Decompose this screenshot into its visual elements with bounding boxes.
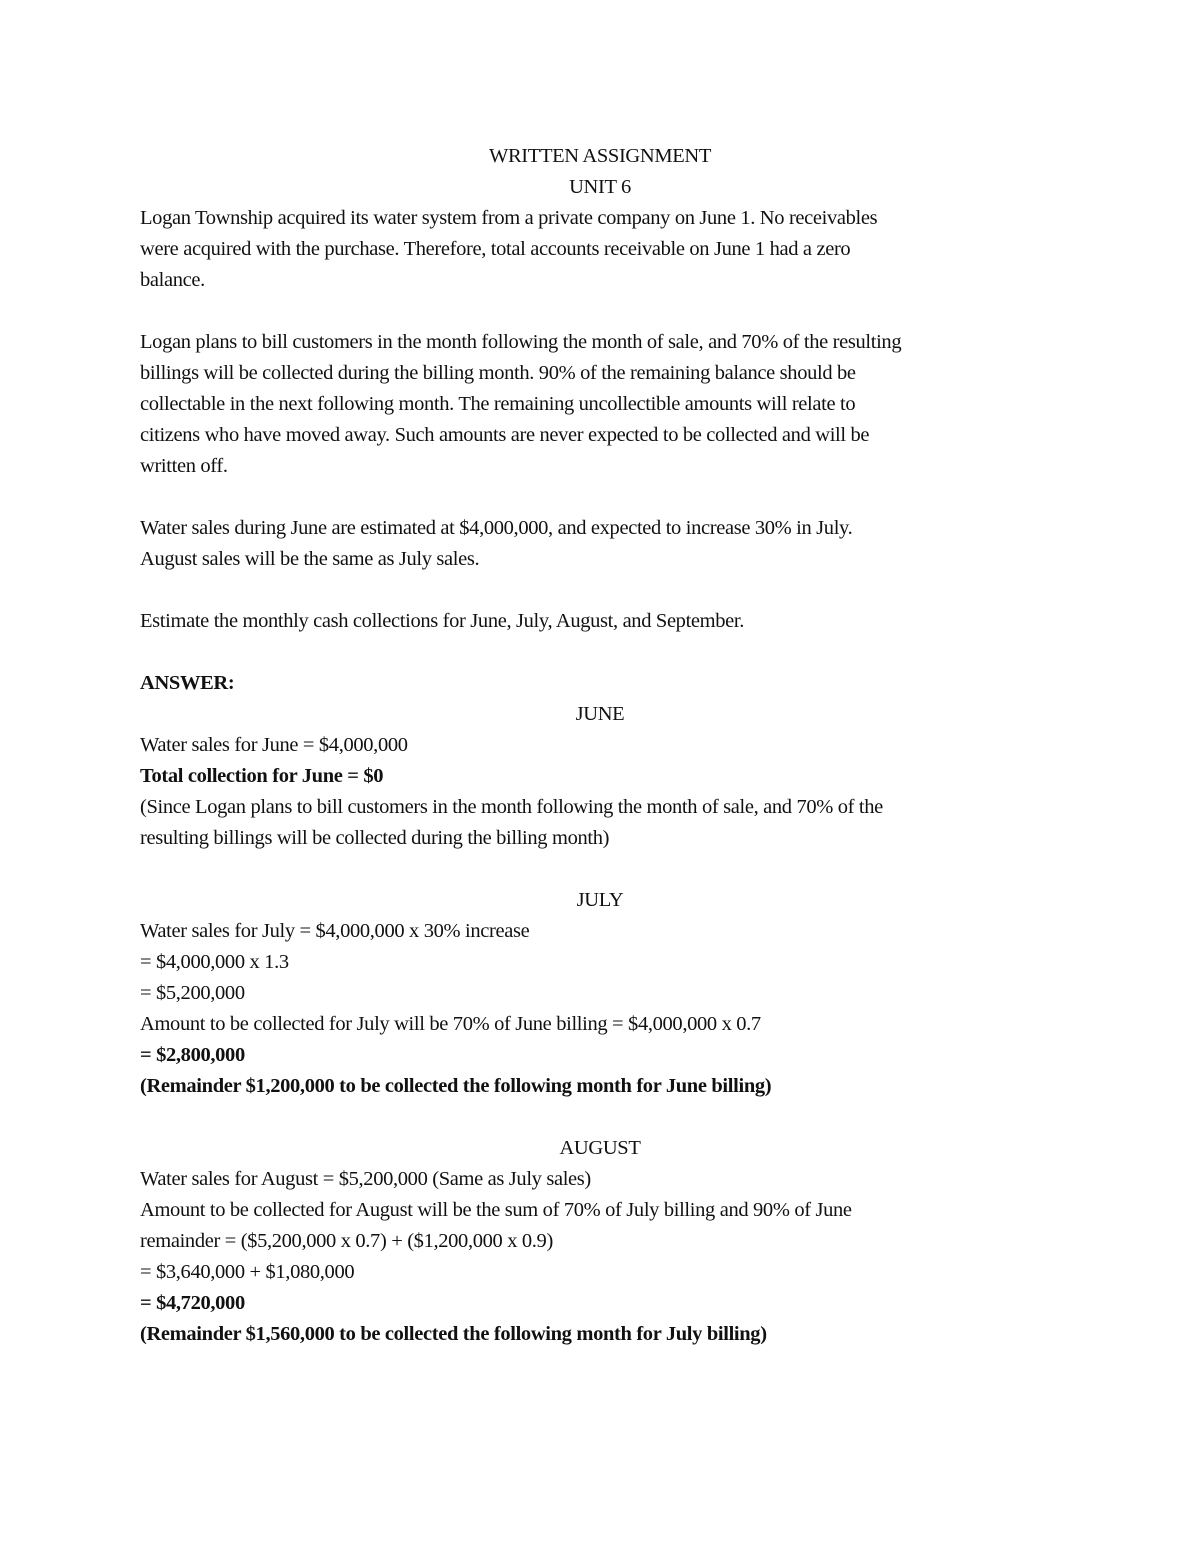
document-title: WRITTEN ASSIGNMENT	[488, 145, 712, 167]
paragraph-line: Estimate the monthly cash collections for June, July, August, and September.	[140, 610, 745, 632]
answer-section-june	[140, 699, 1060, 854]
answer-line: Water sales for July = $4,000,000 x 30% increase	[140, 920, 530, 942]
answer-line: = $3,640,000 + $1,080,000	[140, 1261, 355, 1283]
paragraph-line: were acquired with the purchase. Therefore, total accounts receivable on June 1 had a zero	[140, 238, 851, 260]
answer-line-remainder: (Remainder $1,560,000 to be collected the following month for July billing)	[140, 1323, 767, 1345]
question-paragraph-1	[140, 203, 1060, 296]
answer-line: (Since Logan plans to bill customers in the month following the month of sale, and 70% of the	[140, 796, 883, 818]
answer-label: ANSWER:	[140, 672, 235, 694]
question-prompt	[140, 606, 1060, 637]
answer-line: Water sales for August = $5,200,000 (Same as July sales)	[140, 1168, 591, 1190]
section-heading: AUGUST	[559, 1137, 641, 1159]
paragraph-line: balance.	[140, 269, 205, 291]
answer-line: = $4,000,000 x 1.3	[140, 951, 289, 973]
paragraph-line: billings will be collected during the billing month. 90% of the remaining balance should be	[140, 362, 856, 384]
paragraph-line: August sales will be the same as July sales.	[140, 548, 480, 570]
paragraph-spacer	[140, 296, 1060, 327]
paragraph-spacer	[140, 482, 1060, 513]
section-spacer	[140, 1102, 1060, 1133]
document-subtitle: UNIT 6	[569, 176, 631, 198]
paragraph-line: citizens who have moved away. Such amounts are never expected to be collected and will be	[140, 424, 870, 446]
answer-line: = $5,200,000	[140, 982, 245, 1004]
answer-line-total: = $2,800,000	[140, 1044, 245, 1066]
paragraph-spacer	[140, 575, 1060, 606]
answer-line: resulting billings will be collected during the billing month)	[140, 827, 610, 849]
paragraph-spacer	[140, 637, 1060, 668]
section-heading: JUNE	[575, 703, 625, 725]
answer-line: Water sales for June = $4,000,000	[140, 734, 408, 756]
answer-section-august	[140, 1133, 1060, 1350]
section-spacer	[140, 854, 1060, 885]
answer-line-remainder: (Remainder $1,200,000 to be collected the following month for June billing)	[140, 1075, 772, 1097]
question-paragraph-2	[140, 327, 1060, 482]
paragraph-line: written off.	[140, 455, 228, 477]
answer-line-total: = $4,720,000	[140, 1292, 245, 1314]
paragraph-line: Logan plans to bill customers in the month following the month of sale, and 70% of the resulting	[140, 331, 902, 353]
paragraph-line: Logan Township acquired its water system from a private company on June 1. No receivables	[140, 207, 878, 229]
answer-line: Amount to be collected for July will be 70% of June billing = $4,000,000 x 0.7	[140, 1013, 761, 1035]
question-paragraph-3	[140, 513, 1060, 575]
answer-line: Amount to be collected for August will be the sum of 70% of July billing and 90% of June	[140, 1199, 852, 1221]
answer-line-total: Total collection for June = $0	[140, 765, 384, 787]
paragraph-line: collectable in the next following month. The remaining uncollectible amounts will relate to	[140, 393, 856, 415]
answer-section-july	[140, 885, 1060, 1102]
paragraph-line: Water sales during June are estimated at $4,000,000, and expected to increase 30% in July.	[140, 517, 853, 539]
document-page	[140, 141, 1060, 1350]
answer-line: remainder = ($5,200,000 x 0.7) + ($1,200,000 x 0.9)	[140, 1230, 553, 1252]
section-heading: JULY	[576, 889, 624, 911]
